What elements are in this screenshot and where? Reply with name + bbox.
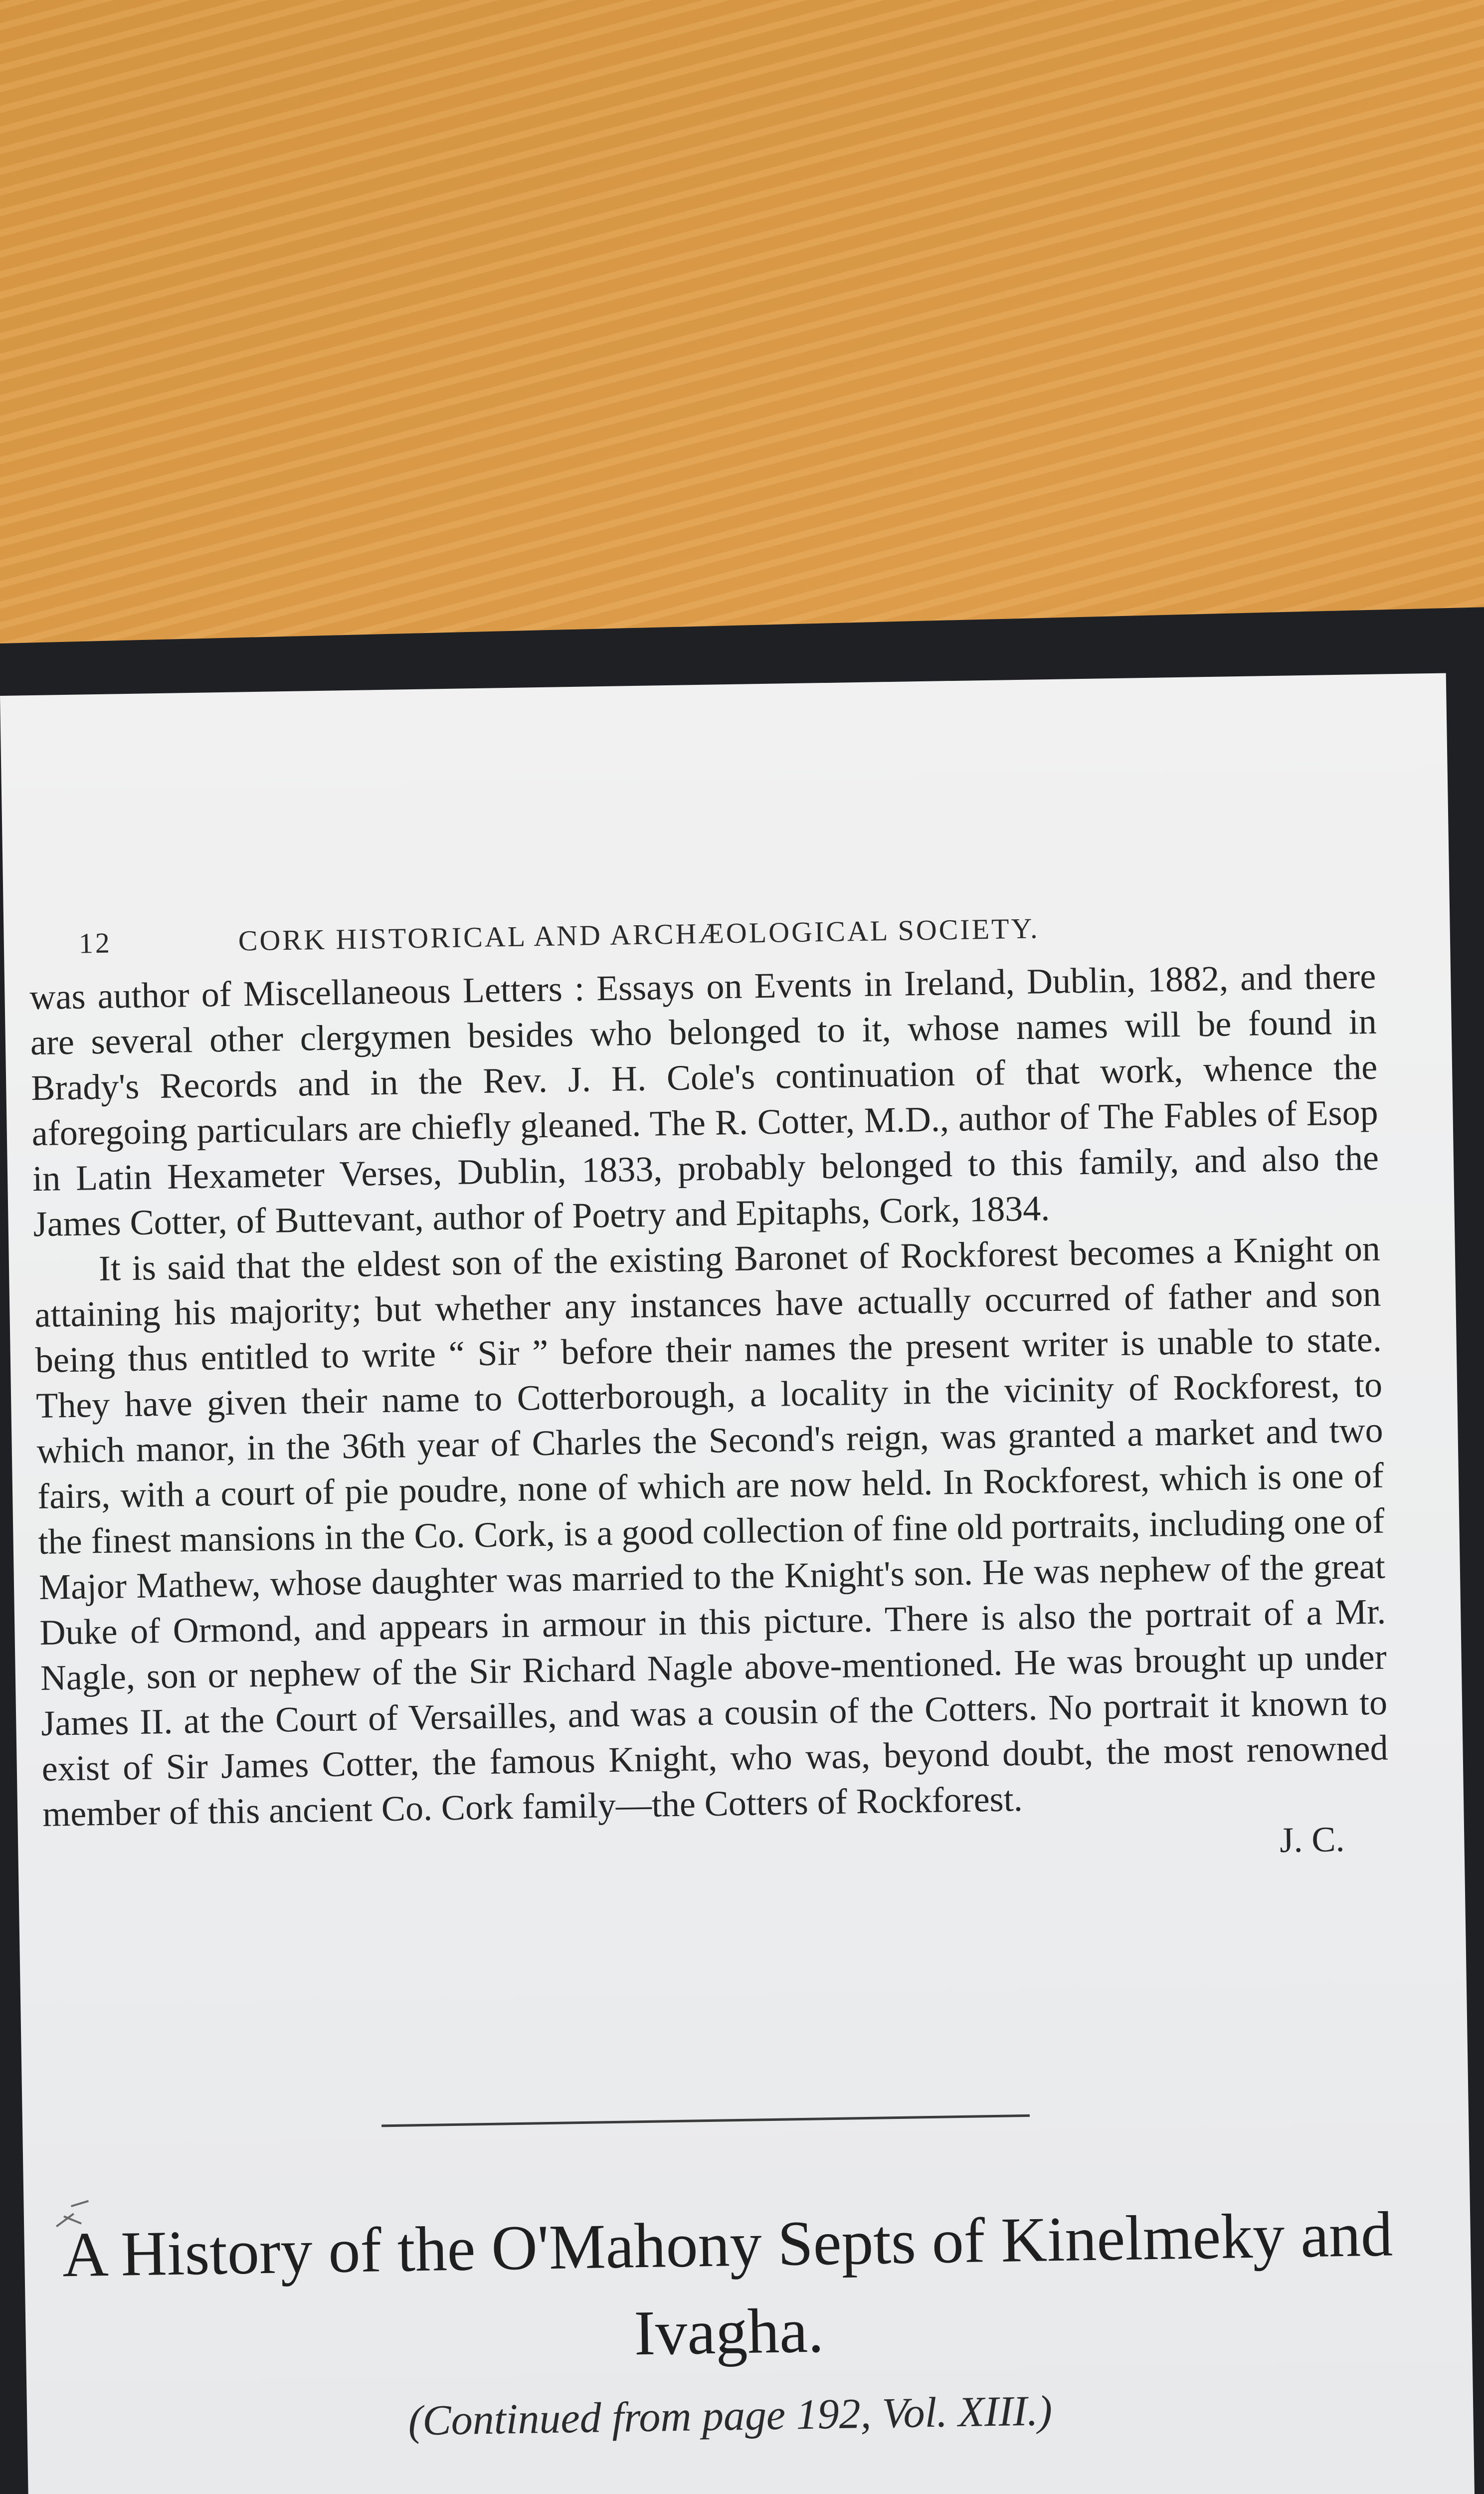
author-initials: J. C.: [1279, 1819, 1345, 1860]
running-head: [78, 909, 1176, 967]
page-number: 12: [78, 926, 112, 960]
paragraph: was author of Miscellaneous Letters : Essays on Events in Ireland, Dublin, 1882, and there are several other clergymen besides who belonged to it, whose names will be found in Brady's Records and in the Rev. J. H. Cole's continuation of that work, whence the aforegoing particulars are chiefly gleaned. The R. Cotter, M.D., author of The Fables of Esop in Latin Hexameter Verses, Dublin, 1833, probably belonged to this family, and also the James Cotter, of Buttevant, author of Poetry and Epitaphs, Cork, 1834.: [29, 956, 1379, 1245]
book-page: [0, 673, 1477, 2494]
continued-note: (Continued from page 192, Vol. XIII.): [407, 2386, 1053, 2445]
article-title: A History of the O'Mahony Septs of Kinelmeky and Ivagha.: [61, 2198, 1393, 2369]
section-divider: [381, 2114, 1030, 2127]
paragraph: It is said that the eldest son of the existing Baronet of Rockforest becomes a Knight on attaining his majority; but whether any instances have actually occurred of father and son being thus entitled to write “ Sir ” before their names the present writer is unable to state. They have given their name to Cotterborough, a locality in the vicinity of Rockforest, to which manor, in the 36th year of Charles the Second's reign, was granted a market and two fairs, with a court of pie poudre, none of which are now held. In Rockforest, which is one of the finest mansions in the Co. Cork, is a good collection of fine old portraits, including one of Major Mathew, whose daughter was married to the Knight's son. He was nephew of the great Duke of Ormond, and appears in armour in this picture. There is also the portrait of a Mr. Nagle, son or nephew of the Sir Richard Nagle above-mentioned. He was brought up under James II. at the Court of Versailles, and was a cousin of the Cotters. No portrait it known to exist of Sir James Cotter, the famous Knight, who was, beyond doubt, the most renowned member of this ancient Co. Cork family—the Cotters of Rockforest.: [34, 1228, 1389, 1834]
body-text: [29, 954, 1390, 1882]
journal-title: CORK HISTORICAL AND ARCHÆOLOGICAL SOCIETY.: [238, 912, 1040, 957]
